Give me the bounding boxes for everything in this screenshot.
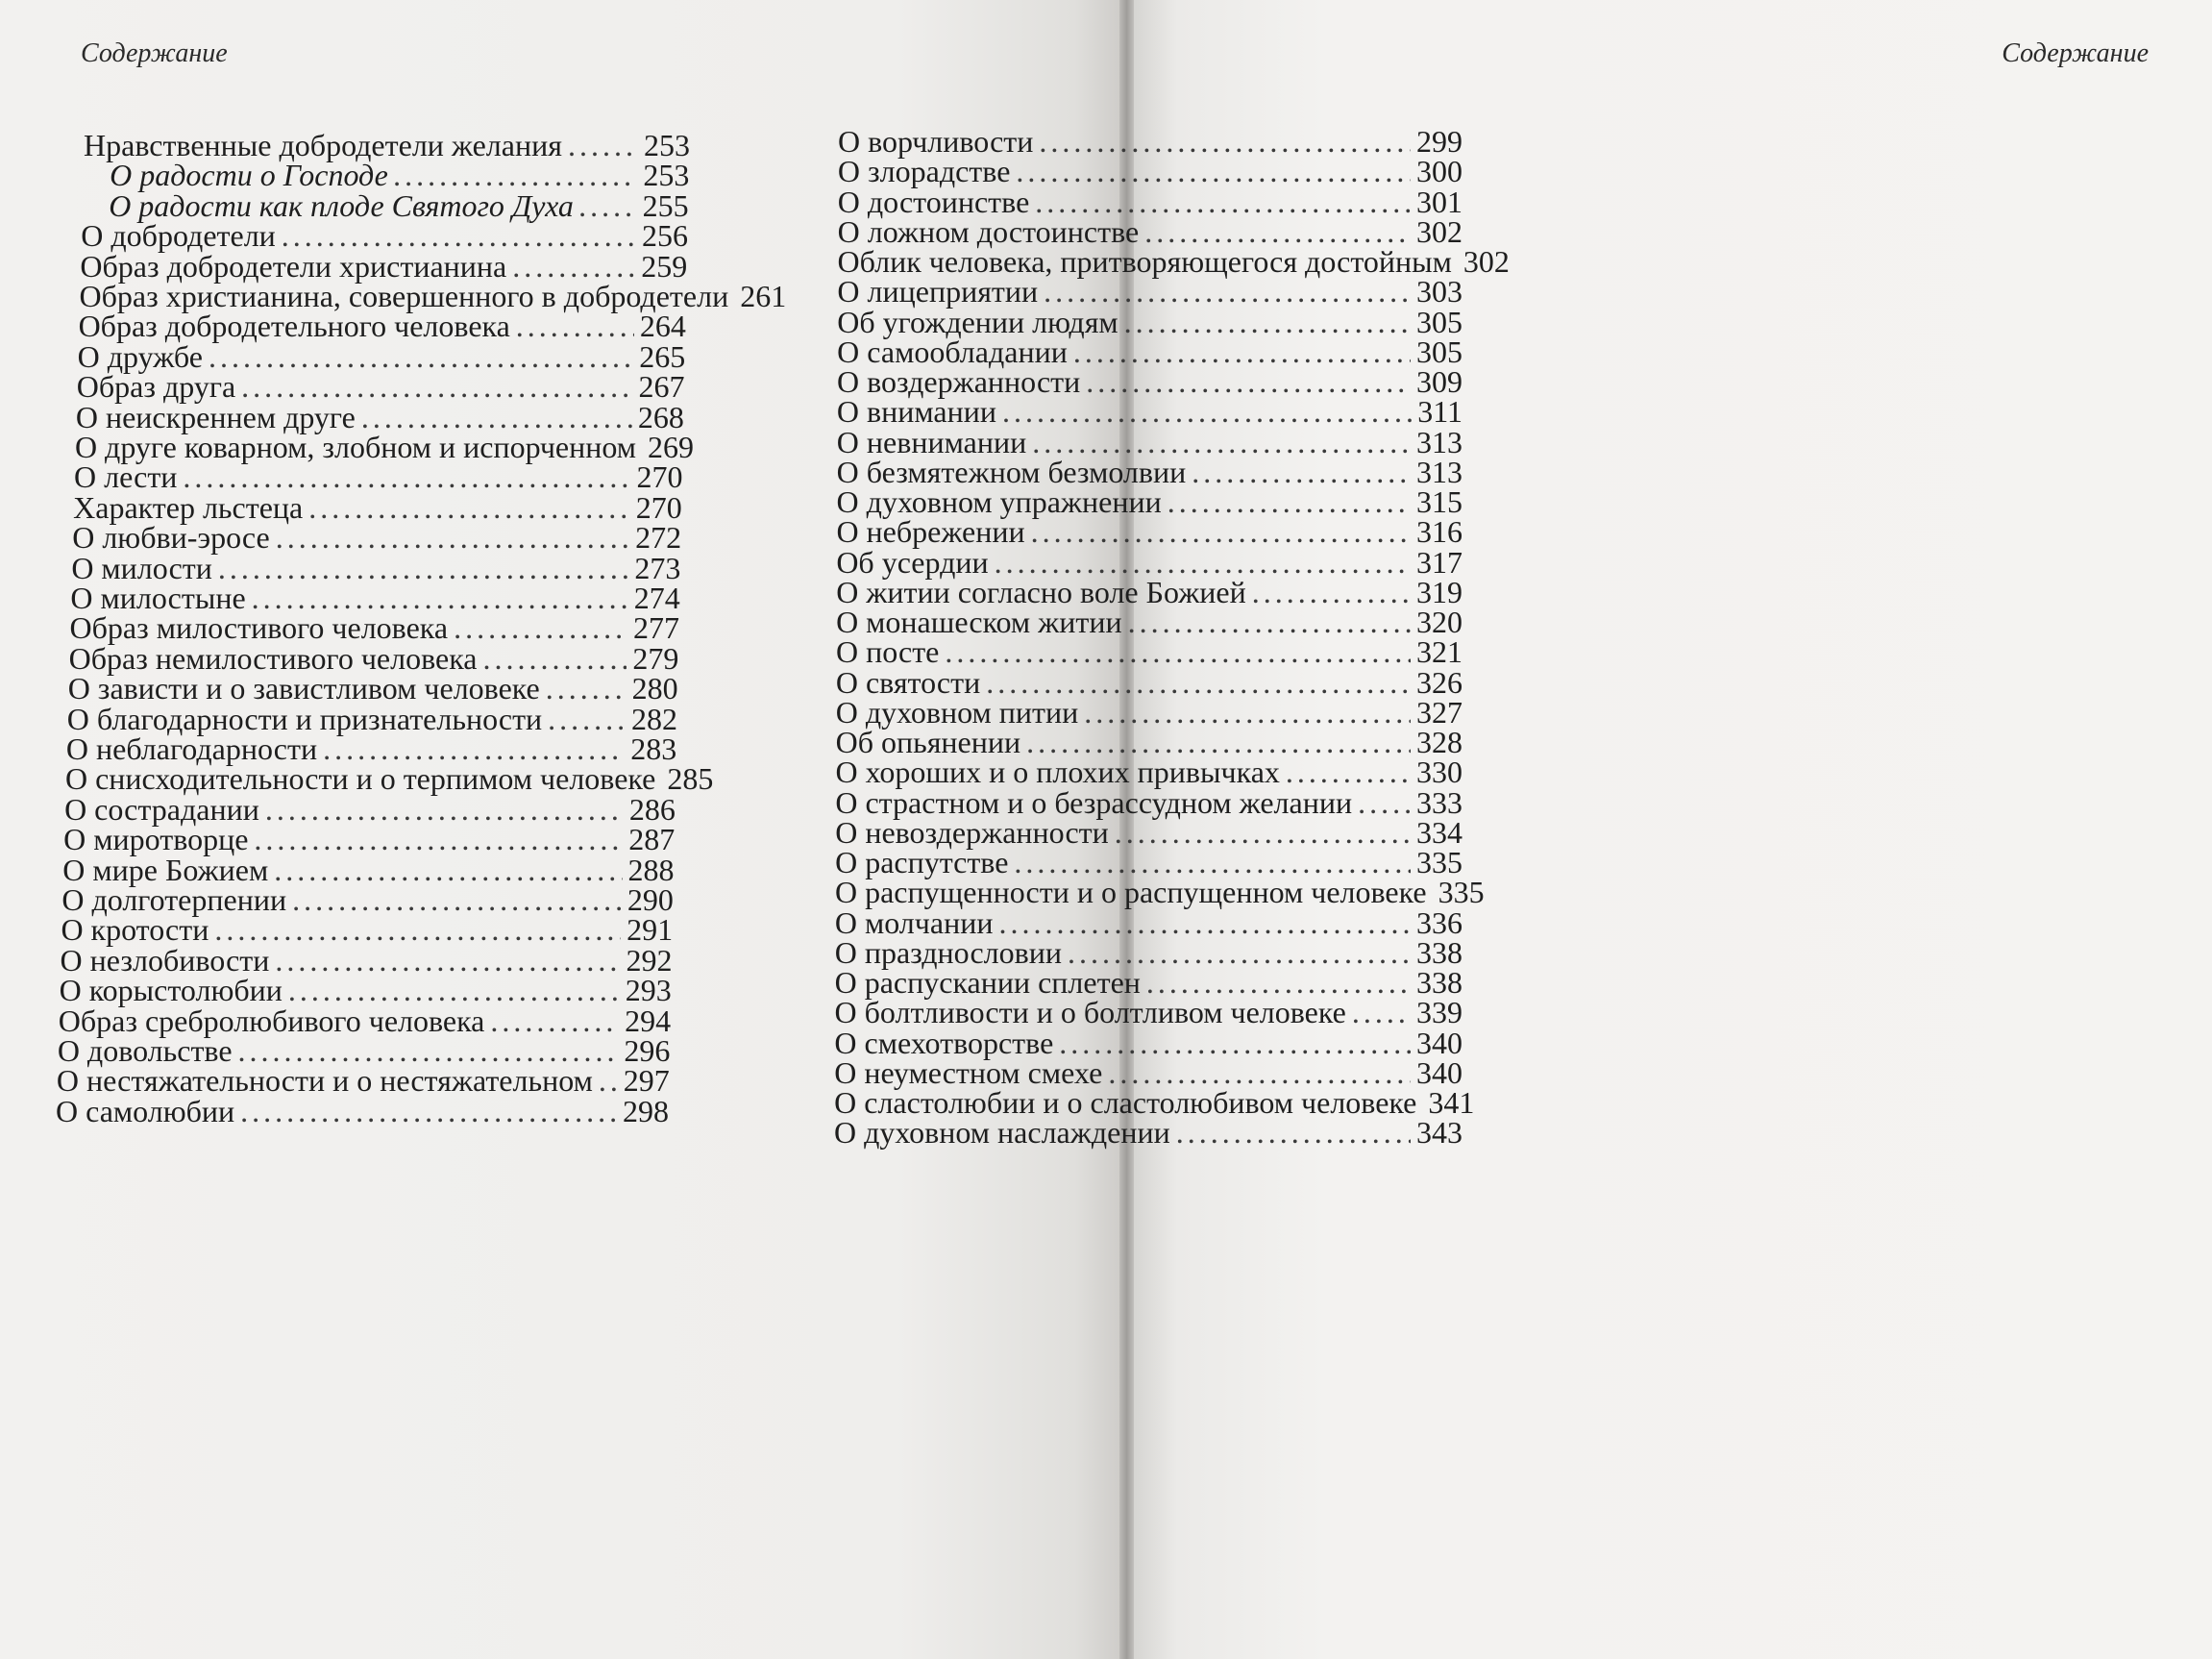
toc-entry-page-number: 341 — [1428, 1085, 1475, 1120]
toc-entry-title: Образ милостивого человека — [69, 610, 449, 646]
toc-entry-page-number: 294 — [625, 1003, 672, 1038]
toc-entry-page-number: 268 — [637, 399, 684, 434]
toc-entry-page-number: 296 — [624, 1033, 671, 1068]
toc-entry-page-number: 315 — [1416, 484, 1462, 519]
toc-entry-page-number: 326 — [1416, 664, 1462, 700]
toc-entry-title: О посте — [835, 634, 940, 670]
toc-entry-title: О внимании — [836, 394, 996, 430]
toc-entry-title: О празднословии — [834, 934, 1062, 970]
dot-leader — [1176, 1114, 1411, 1151]
toc-entry-page-number: 270 — [636, 459, 683, 495]
toc-entry-page-number: 291 — [627, 912, 674, 948]
toc-entry-title: О ворчливости — [838, 124, 1034, 159]
toc-entry-title: О ложном достоинстве — [837, 213, 1140, 249]
toc-entry-page-number: 261 — [740, 279, 787, 313]
toc-entry-title: Об усердии — [836, 544, 989, 580]
toc-entry-title: О любви-эросе — [72, 520, 270, 556]
toc-entry-title: Характер льстеца — [73, 489, 304, 525]
toc-entry-title: Образ немилостивого человека — [68, 640, 478, 676]
toc-entry-title: О невоздержанности — [835, 814, 1109, 850]
toc-entry-page-number: 279 — [632, 640, 679, 676]
toc-entry-title: О злорадстве — [837, 154, 1011, 189]
toc-entry-page-number: 302 — [1462, 244, 1510, 279]
toc-entry-title: О святости — [835, 664, 981, 700]
toc-entry-page-number: 340 — [1416, 1025, 1462, 1060]
toc-entry-page-number: 285 — [667, 761, 714, 797]
toc-entry-title: О житии согласно воле Божией — [836, 574, 1246, 609]
toc-entry-page-number: 270 — [635, 489, 682, 525]
toc-entry-title: О долготерпении — [61, 882, 287, 917]
toc-entry-title: О миротворце — [63, 822, 249, 857]
toc-entry-page-number: 333 — [1416, 784, 1462, 820]
toc-entry-page-number: 267 — [638, 369, 685, 405]
toc-entry-title: О неблагодарности — [65, 731, 318, 766]
toc-entry-title: Образ добродетели христианина — [80, 248, 507, 284]
toc-entry-title: О сластолюбии и о сластолюбивом человеке — [834, 1085, 1417, 1120]
toc-entry-title: О неуместном смехе — [834, 1054, 1103, 1090]
toc-entry-page-number: 321 — [1416, 634, 1462, 670]
toc-entry-title: О радости о Господе — [110, 158, 388, 193]
toc-entry-title: О радости как плоде Святого Духа — [109, 187, 574, 223]
toc-entry-title: О смехотворстве — [834, 1025, 1054, 1060]
toc-entry-title: О незлобивости — [60, 942, 270, 978]
toc-entry-title: О распущенности и о распущенном человеке — [834, 875, 1427, 910]
toc-entry-page-number: 274 — [633, 581, 680, 615]
toc-entry-page-number: 336 — [1416, 904, 1462, 940]
toc-entry-title: Образ сребролюбивого человека — [58, 1003, 485, 1038]
right-page — [834, 0, 2212, 1659]
toc-entry-title: О распутстве — [835, 845, 1009, 879]
toc-entry-page-number: 309 — [1416, 364, 1462, 399]
running-head: Содержание — [2002, 38, 2149, 68]
toc-entry-page-number: 273 — [634, 550, 681, 585]
toc-entry-title: О распускании сплетен — [834, 965, 1141, 1000]
toc-entry-title: О духовном наслаждении — [834, 1115, 1170, 1151]
toc-entry-title: О хороших и о плохих привычках — [835, 755, 1280, 790]
toc-entry-title: О милости — [71, 550, 212, 585]
toc-entry-page-number: 253 — [644, 128, 690, 162]
toc-entry-page-number: 335 — [1416, 845, 1462, 879]
toc-entry-title: О самолюбии — [56, 1093, 235, 1128]
dot-leader — [240, 1093, 617, 1129]
toc-entry-page-number: 298 — [623, 1093, 669, 1128]
toc-entry-title: О неискреннем друге — [75, 399, 356, 434]
toc-entry-title: Нравственные добродетели желания — [84, 128, 562, 162]
toc-entry-page-number: 283 — [630, 731, 677, 766]
toc-entry-title: О молчании — [834, 904, 994, 940]
toc-entry-page-number: 305 — [1416, 334, 1462, 369]
toc-entry-page-number: 280 — [631, 671, 678, 706]
toc-entry-page-number: 269 — [648, 430, 695, 464]
toc-entry-page-number: 297 — [623, 1063, 670, 1099]
toc-entry-page-number: 299 — [1416, 124, 1462, 159]
toc-entry-title: О страстном и о безрассудном желании — [835, 784, 1353, 820]
toc-entry-page-number: 259 — [641, 248, 688, 284]
toc-entry-title: О лести — [74, 459, 178, 495]
toc-entry-title: О невнимании — [836, 424, 1027, 459]
toc-entry-title: Об опьянении — [835, 725, 1021, 759]
toc-entry-title: О довольстве — [57, 1033, 233, 1068]
toc-entry-title: О милостыне — [70, 581, 246, 615]
toc-entry-page-number: 327 — [1416, 694, 1462, 730]
toc-entry-page-number: 272 — [635, 520, 682, 556]
toc-entry-page-number: 334 — [1416, 814, 1462, 850]
toc-entry-title: Облик человека, притворяющегося достойным — [837, 244, 1452, 279]
toc-entry-title: О нестяжательности и о нестяжательном — [56, 1063, 593, 1099]
toc-entry-title: О монашеском житии — [836, 605, 1122, 639]
toc-entry-page-number: 293 — [625, 973, 672, 1008]
toc-entry — [834, 1114, 1462, 1151]
toc-entry-title: О самообладании — [837, 334, 1068, 369]
toc-entry-title: О зависти и о завистливом человеке — [67, 671, 540, 706]
toc-entry-page-number: 264 — [639, 309, 686, 344]
toc-entry-title: О добродетели — [81, 218, 276, 254]
toc-entry-page-number: 335 — [1438, 875, 1485, 910]
toc-entry-page-number: 313 — [1416, 454, 1462, 489]
toc-entry-page-number: 316 — [1416, 514, 1462, 550]
toc-entry-page-number: 343 — [1416, 1115, 1462, 1151]
running-head: Содержание — [81, 38, 228, 68]
toc-entry-title: Образ друга — [76, 369, 236, 405]
toc-entry-page-number: 339 — [1416, 995, 1462, 1030]
toc-entry-title: О снисходительности и о терпимом человеке — [64, 761, 656, 797]
toc-entry-page-number: 340 — [1416, 1054, 1462, 1090]
toc-entry-page-number: 338 — [1416, 934, 1462, 970]
toc-entry-page-number: 320 — [1416, 605, 1462, 639]
toc-entry-page-number: 255 — [642, 187, 689, 223]
toc-entry-title: О дружбе — [77, 338, 203, 374]
toc-entry-title: О небрежении — [836, 514, 1025, 550]
toc-entry-page-number: 282 — [630, 701, 677, 736]
toc-entry-title: О болтливости и о болтливом человеке — [834, 995, 1346, 1030]
toc-entry-title: О кротости — [61, 912, 209, 948]
toc-entry-page-number: 253 — [643, 158, 690, 193]
toc-entry-page-number: 286 — [628, 791, 676, 827]
toc-entry-title: О благодарности и признательности — [66, 701, 543, 736]
toc-entry-page-number: 288 — [627, 852, 675, 887]
toc-entry-title: О духовном питии — [835, 694, 1079, 730]
toc-entry-title: О мире Божием — [62, 852, 269, 887]
toc-entry-title: О лицеприятии — [837, 274, 1039, 310]
toc-entry-page-number: 290 — [627, 882, 674, 917]
toc-entry-title: О достоинстве — [837, 184, 1030, 219]
toc-entry-title: О духовном упражнении — [836, 484, 1162, 519]
toc-entry-page-number: 338 — [1416, 965, 1462, 1000]
toc-entry-page-number: 313 — [1416, 424, 1462, 459]
toc-entry-page-number: 328 — [1416, 725, 1462, 759]
toc-entry-title: Образ христианина, совершенного в добродетели — [79, 279, 729, 313]
toc-entry-page-number: 256 — [641, 218, 688, 254]
toc-entry-page-number: 302 — [1416, 213, 1462, 249]
toc-entry-page-number: 305 — [1416, 304, 1462, 339]
toc-entry-page-number: 319 — [1416, 574, 1462, 609]
toc-entry-page-number: 303 — [1416, 274, 1462, 310]
toc-entry-page-number: 287 — [628, 822, 676, 857]
toc-entry-title: О корыстолюбии — [59, 973, 283, 1008]
toc-entry-page-number: 265 — [639, 338, 686, 374]
toc-entry-page-number: 300 — [1416, 154, 1462, 189]
toc-entry-page-number: 317 — [1416, 544, 1462, 580]
toc-entry-page-number: 292 — [626, 942, 673, 978]
toc-entry-title: О друге коварном, злобном и испорченном — [74, 430, 637, 464]
toc-entry-page-number: 277 — [633, 610, 679, 646]
toc-entry-title: Образ добродетельного человека — [78, 309, 510, 344]
toc-entry-title: Об угождении людям — [837, 304, 1118, 339]
toc-entry-title: О безмятежном безмолвии — [836, 454, 1187, 489]
toc-entry-title: О воздержанности — [837, 364, 1081, 399]
toc-entry-page-number: 330 — [1416, 755, 1462, 790]
toc-entry-page-number: 301 — [1416, 184, 1462, 219]
toc-entry-title: О сострадании — [64, 791, 259, 827]
toc-entry — [56, 1093, 669, 1129]
toc-entry-page-number: 311 — [1417, 394, 1462, 430]
